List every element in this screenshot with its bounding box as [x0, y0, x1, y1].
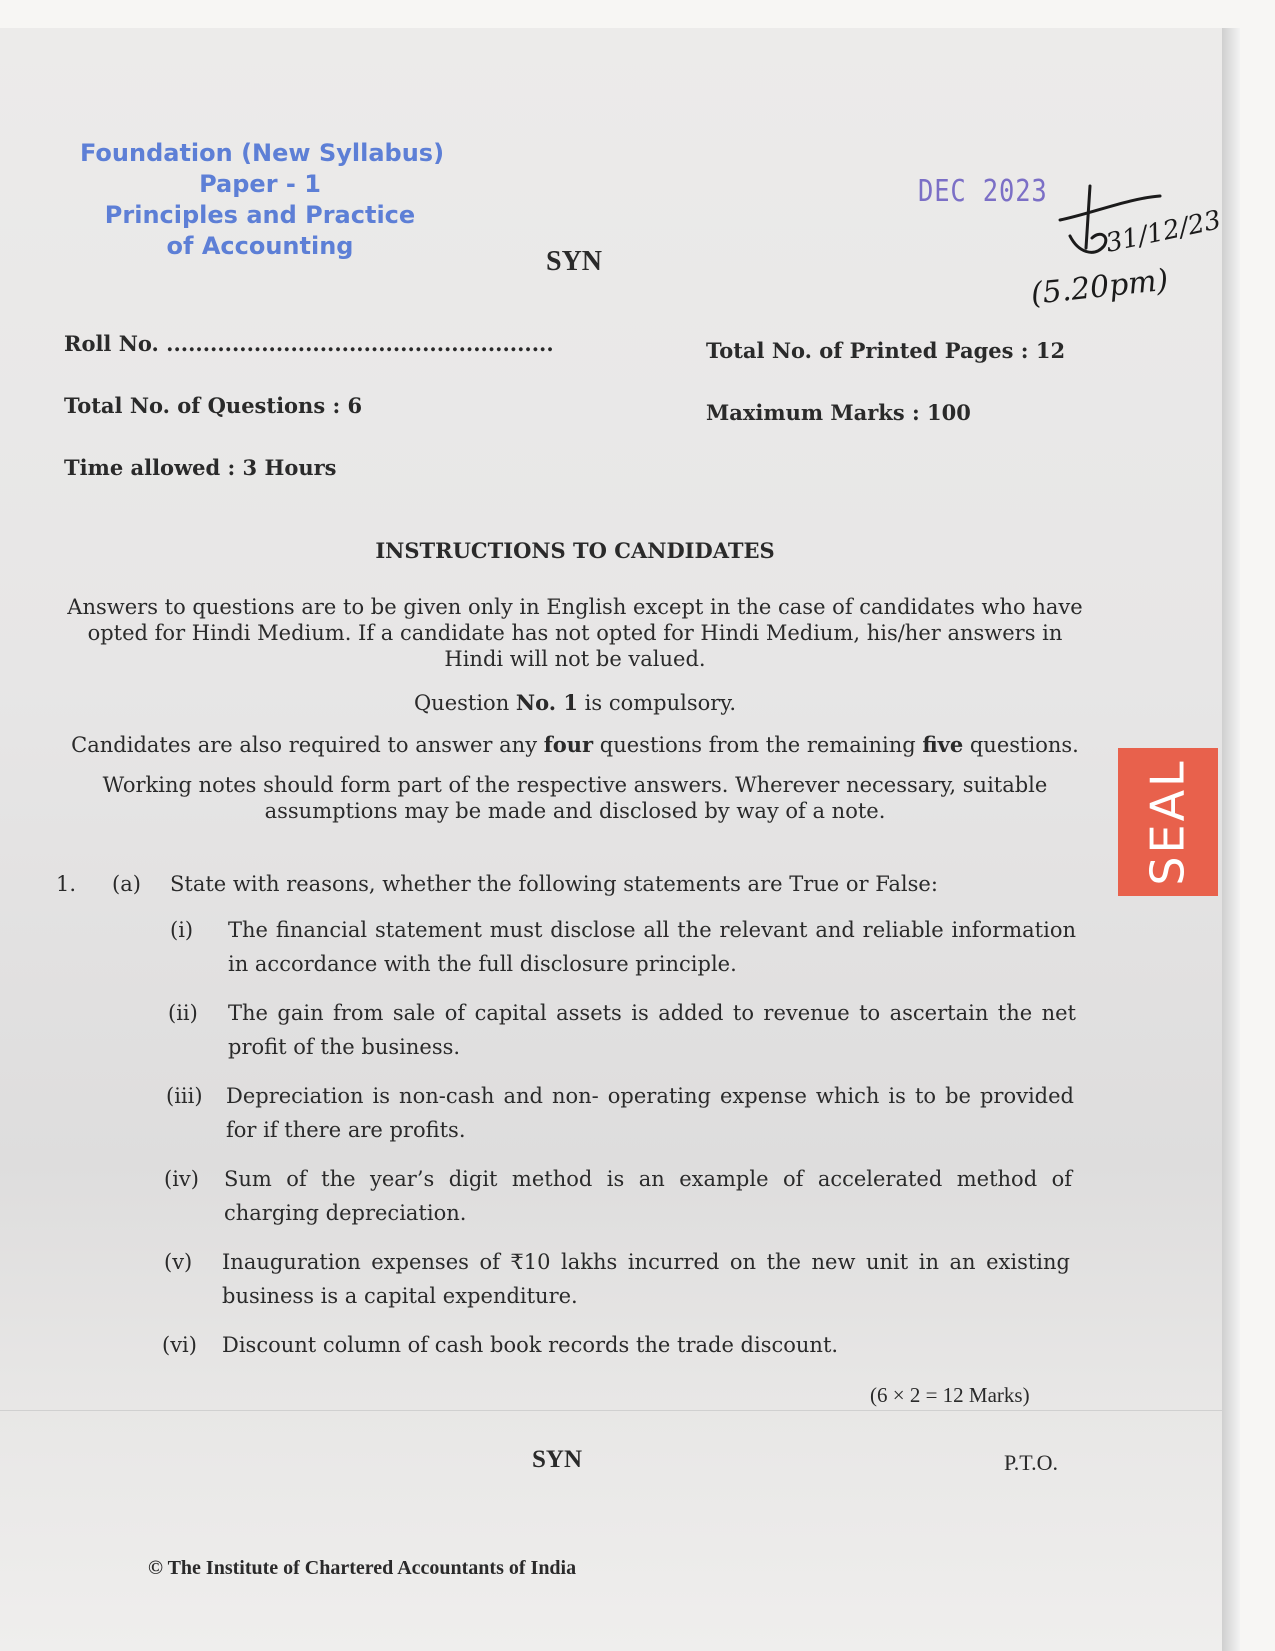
instruction-language-line-1: Answers to questions are to be given only in English except in the case of candidates who have [67, 595, 1083, 619]
instruction-compulsory [60, 690, 1090, 716]
paper-code: SYN [546, 246, 603, 277]
stamp-line-3: Principles and Practice [104, 201, 416, 229]
compulsory-pre: Question [413, 691, 516, 715]
working-notes-line-1: Working notes should form part of the respective answers. Wherever necessary, suitable [102, 773, 1048, 797]
handwritten-signature [1029, 186, 1224, 316]
item-text: Depreciation is non-cash and non- operating expense which is to be provided for if there are profits. [226, 1084, 1074, 1142]
item-text: Discount column of cash book records the trade discount. [222, 1333, 839, 1357]
working-notes-line-2: assumptions may be made and disclosed by way of a note. [264, 799, 886, 823]
copyright-notice: © The Institute of Chartered Accountants of India [148, 1557, 577, 1579]
compulsory-post: is compulsory. [577, 691, 737, 715]
item-text: The gain from sale of capital assets is added to revenue to ascertain the net profit of the business. [228, 1001, 1076, 1059]
question-number: 1. [56, 872, 77, 896]
item-number: (vi) [162, 1333, 197, 1357]
item-text: The financial statement must disclose all the relevant and reliable information in accordance with the full disclosure principle. [228, 918, 1076, 976]
item-number: (iii) [166, 1084, 203, 1108]
roll-number-field: Roll No. ..................................................... [64, 331, 554, 356]
page-edge [1222, 28, 1240, 1651]
stamp-line-2: Paper - 1 [199, 170, 321, 198]
item-text: Sum of the year’s digit method is an example of accelerated method of charging depreciation. [224, 1167, 1072, 1225]
choice-bold-four: four [543, 732, 594, 757]
printed-pages: Total No. of Printed Pages : 12 [706, 338, 1066, 363]
compulsory-bold: No. 1 [515, 690, 578, 715]
footer-paper-code: SYN [532, 1446, 583, 1473]
time-allowed: Time allowed : 3 Hours [64, 455, 337, 480]
question-part: (a) [112, 872, 141, 896]
choice-post: questions. [963, 733, 1079, 757]
instruction-choice [40, 732, 1110, 758]
seal-label [1118, 748, 1218, 896]
item-number: (ii) [168, 1001, 198, 1025]
instruction-language-line-2: opted for Hindi Medium. If a candidate has not opted for Hindi Medium, his/her answers in [87, 621, 1063, 645]
choice-mid: questions from the remaining [593, 733, 923, 757]
choice-bold-five: five [922, 732, 964, 757]
question-prompt: State with reasons, whether the following statements are True or False: [170, 872, 938, 896]
paper-stamp [80, 138, 445, 262]
stamp-line-1: Foundation (New Syllabus) [80, 139, 445, 167]
instruction-language [60, 594, 1090, 672]
please-turn-over: P.T.O. [1004, 1450, 1058, 1475]
item-number: (iv) [164, 1167, 199, 1191]
instruction-working-notes [60, 772, 1090, 824]
exam-page [0, 28, 1222, 1651]
item-text: Inauguration expenses of ₹10 lakhs incurred on the new unit in an existing business is a capital expenditure. [222, 1250, 1070, 1308]
total-questions: Total No. of Questions : 6 [64, 393, 363, 418]
instruction-language-line-3: Hindi will not be valued. [444, 647, 706, 671]
item-number: (v) [164, 1250, 193, 1274]
signature-date: 31/12/23 [1103, 205, 1224, 259]
choice-pre: Candidates are also required to answer any [71, 733, 544, 757]
seal-text: SEAL [1141, 758, 1196, 886]
signature-time: (5.20pm) [1029, 262, 1170, 312]
footer-divider [0, 1410, 1222, 1411]
maximum-marks: Maximum Marks : 100 [706, 400, 971, 425]
item-number: (i) [170, 918, 194, 942]
date-stamp: DEC 2023 [918, 174, 1048, 209]
question-marks: (6 × 2 = 12 Marks) [870, 1383, 1030, 1407]
stamp-line-4: of Accounting [166, 232, 354, 260]
instructions-title: INSTRUCTIONS TO CANDIDATES [375, 538, 775, 563]
